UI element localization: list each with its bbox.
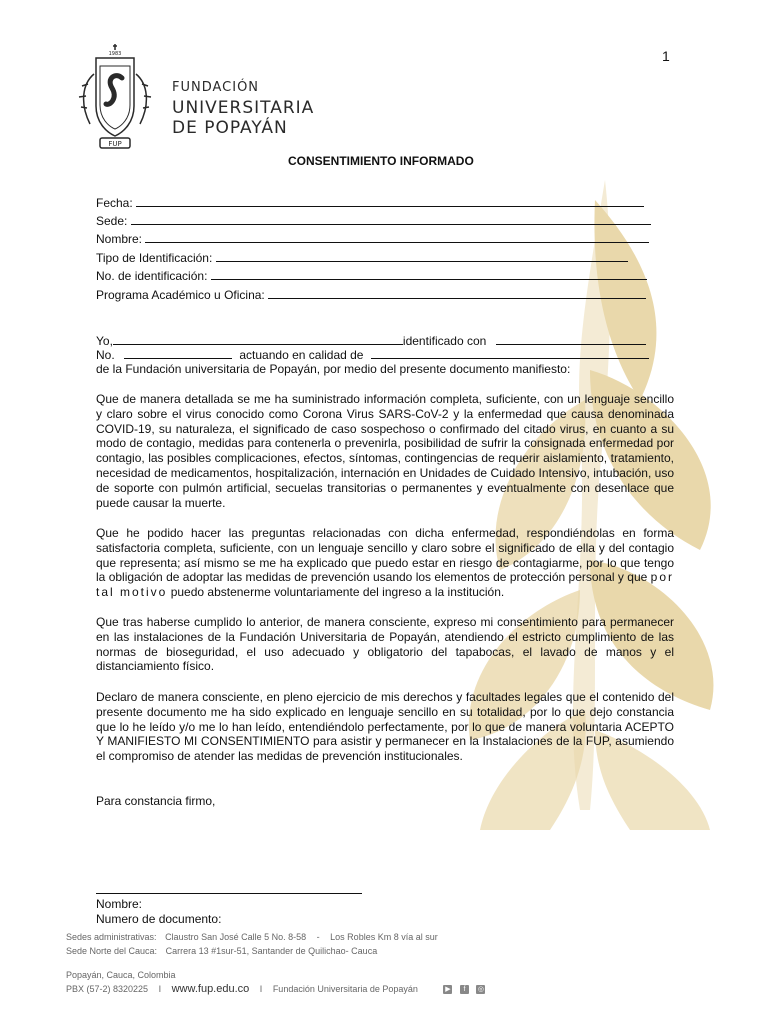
sede-label: Sede: bbox=[96, 214, 128, 228]
footer-contact bbox=[66, 983, 485, 995]
paragraph-1: Que de manera detallada se me ha suministrado información completa, suficiente, con un lenguaje sencillo y claro sobre el virus conocido como Corona Virus SARS-CoV-2 y la enfermedad que causa denominada COVID-19, su naturaleza, el significado de caso sospechoso o confirmado del citado virus, en cuanto a su modo de contagio, medidas para contenerla o prevenirla, posibilidad de sufrir la consignada enfermedad por contagio, las posibles complicaciones, efectos, síntomas, contingencias de requerir aislamiento, tratamiento, necesidad de medicamentos, hospitalización, internación en Unidades de Cuidado Intensivo, intubación, uso de soporte con pulmón artificial, secuelas transitorias o permanentes y eventualmente con desenlace que puede causar la muerte. bbox=[96, 392, 674, 510]
numero-identificacion-field[interactable] bbox=[96, 269, 647, 283]
actuando-label: actuando en calidad de bbox=[239, 348, 364, 362]
footer-pbx: PBX (57-2) 8320225 bbox=[66, 984, 149, 994]
footer-sede2: Los Robles Km 8 vía al sur bbox=[330, 932, 438, 942]
yo-name-blank[interactable] bbox=[113, 334, 403, 345]
declaration-line3: de la Fundación universitaria de Popayán, por medio del presente documento manifiesto: bbox=[96, 362, 571, 376]
yo-label: Yo, bbox=[96, 334, 113, 348]
tipo-identificacion-line[interactable] bbox=[216, 251, 628, 262]
footer-city: Popayán, Cauca, Colombia bbox=[66, 970, 176, 980]
numero-line bbox=[96, 348, 649, 362]
calidad-blank[interactable] bbox=[371, 348, 649, 359]
footer-norte-addr: Carrera 13 #1sur-51, Santander de Quilichao- Cauca bbox=[165, 946, 378, 956]
footer-website-link[interactable]: www.fup.edu.co bbox=[171, 983, 250, 995]
nombre-field[interactable] bbox=[96, 232, 649, 246]
signature-documento: Numero de documento: bbox=[96, 912, 222, 926]
paragraph-2-end: puedo abstenerme voluntariamente del ingreso a la institución. bbox=[170, 585, 505, 600]
youtube-icon[interactable]: ▶ bbox=[445, 986, 451, 994]
numero-identificacion-line[interactable] bbox=[211, 269, 647, 280]
logo-acronym: FUP bbox=[108, 140, 122, 148]
nombre-label: Nombre: bbox=[96, 232, 143, 246]
footer-sedes bbox=[66, 932, 438, 942]
footer-sede1: Claustro San José Calle 5 No. 8-58 bbox=[165, 932, 307, 942]
footer-separator: I bbox=[158, 984, 162, 994]
footer-norte-label: Sede Norte del Cauca: bbox=[66, 946, 158, 956]
fecha-field[interactable] bbox=[96, 196, 644, 210]
no-label: No. bbox=[96, 348, 115, 362]
instagram-icon[interactable]: ◎ bbox=[477, 986, 484, 994]
numero-blank[interactable] bbox=[124, 348, 232, 359]
paragraph-2-spaced: por tal motivo bbox=[96, 570, 674, 600]
paragraph-2 bbox=[96, 526, 674, 600]
sede-line[interactable] bbox=[131, 214, 651, 225]
org-name-line1: FUNDACIÓN bbox=[172, 80, 260, 95]
signature-line[interactable] bbox=[96, 893, 362, 894]
fecha-label: Fecha: bbox=[96, 196, 133, 210]
programa-field[interactable] bbox=[96, 288, 646, 302]
footer-org: Fundación Universitaria de Popayán bbox=[272, 984, 418, 994]
signature-nombre: Nombre: bbox=[96, 897, 143, 911]
paragraph-3: Que tras haberse cumplido lo anterior, de manera consciente, expreso mi consentimiento para permanecer en las instalaciones de la Fundación Universitaria de Popayán, atendiendo el estricto cumplimiento de las normas de bioseguridad, el uso adecuado y obligatorio del tapabocas, el lavado de manos y el distanciamiento físico. bbox=[96, 615, 674, 674]
identificado-label: identificado con bbox=[402, 334, 487, 348]
tipo-identificacion-label: Tipo de Identificación: bbox=[96, 251, 213, 265]
programa-line[interactable] bbox=[268, 288, 646, 299]
sede-field[interactable] bbox=[96, 214, 651, 228]
nombre-line[interactable] bbox=[145, 232, 649, 243]
org-name-line2: UNIVERSITARIA bbox=[172, 98, 315, 118]
logo-year: 1983 bbox=[108, 51, 122, 57]
footer-dash: - bbox=[316, 932, 320, 942]
facebook-icon[interactable]: f bbox=[460, 985, 469, 994]
paragraph-2-text: Que he podido hacer las preguntas relacionadas con dicha enfermedad, respondiéndolas en forma satisfactoria completa, suficiente, con un lenguaje sencillo y claro sobre el significado de ella y del contagio que representa; así mismo se me ha explicado que puedo estar en riesgo de contagiarme, por lo que tengo la obligación de adoptar las medidas de prevención usando los elementos de protección personal y que bbox=[96, 526, 674, 585]
fecha-line[interactable] bbox=[136, 196, 644, 207]
org-name-line3: DE POPAYÁN bbox=[172, 118, 288, 138]
footer-norte bbox=[66, 946, 377, 956]
tipo-identificacion-field[interactable] bbox=[96, 251, 628, 265]
numero-identificacion-label: No. de identificación: bbox=[96, 269, 208, 283]
document-title: CONSENTIMIENTO INFORMADO bbox=[288, 154, 474, 168]
programa-label: Programa Académico u Oficina: bbox=[96, 288, 265, 302]
footer-sedes-label: Sedes administrativas: bbox=[66, 932, 157, 942]
yo-line bbox=[96, 334, 646, 348]
identificado-blank[interactable] bbox=[496, 334, 646, 345]
paragraph-5: Para constancia firmo, bbox=[96, 794, 216, 808]
paragraph-4: Declaro de manera consciente, en pleno ejercicio de mis derechos y facultades legales que el contenido del presente documento me ha sido explicado en lenguaje sencillo en su totalidad, por lo que dejo constancia que lo he leído y/o me lo han leído, entendiéndolo perfectamente, por lo que de manera voluntaria ACEPTO Y MANIFIESTO MI CONSENTIMIENTO para asistir y permanecer en la Instalaciones de la FUP, asumiendo el compromiso de atender las medidas de prevención institucionales. bbox=[96, 690, 674, 764]
fup-crest-logo-icon bbox=[72, 44, 158, 156]
organization-name bbox=[172, 78, 314, 138]
footer-separator: I bbox=[259, 984, 263, 994]
page-number: 1 bbox=[662, 48, 670, 64]
